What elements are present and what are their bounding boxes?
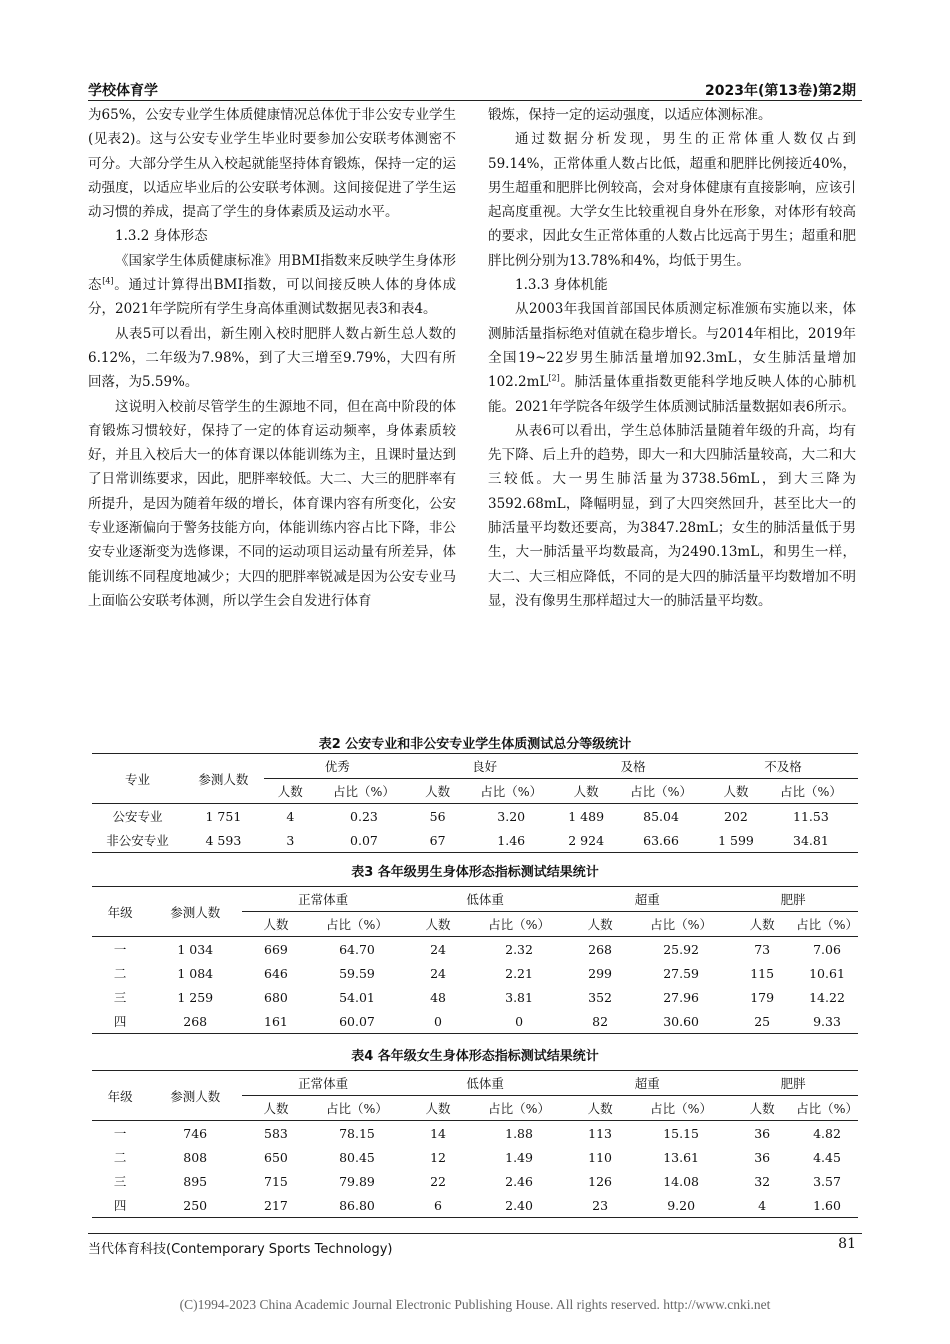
- table4-sub-pct: 占比（%）: [472, 1096, 566, 1121]
- table3-group-header: 低体重: [404, 887, 566, 912]
- table-cell: 30.60: [634, 1009, 728, 1034]
- table-cell: 4: [728, 1193, 796, 1218]
- table2-header-major: 专业: [92, 754, 183, 804]
- table-cell: 669: [264, 941, 288, 957]
- table-cell: 1 259: [177, 989, 214, 1005]
- table4-group-header: 肥胖: [728, 1071, 858, 1096]
- table-cell: 268: [588, 941, 613, 957]
- copyright-notice: (C)1994-2023 China Academic Journal Electronic Publishing House. All rights reserved. http://www.cnki.net: [179, 1297, 771, 1312]
- table3-sub-count: 人数: [242, 912, 310, 937]
- table-cell: 59.59: [339, 965, 375, 981]
- table-cell: 24: [430, 941, 446, 957]
- table-cell: 3.81: [505, 989, 533, 1005]
- body-paragraph: 《国家学生体质健康标准》用BMI指数来反映学生身体形态[4]。通过计算得出BMI指数，可以间接反映人体的身体成分，2021年学院所有学生身高体重测试数据见表3和表4。: [88, 252, 457, 318]
- table-cell: 161: [242, 1009, 310, 1034]
- table-cell: 2.46: [505, 1173, 533, 1189]
- table-cell: 3.20: [497, 808, 526, 824]
- table2-group-header: 不及格: [708, 754, 858, 779]
- left-column: [88, 103, 456, 613]
- table-cell: 48: [430, 989, 446, 1005]
- table3-header-total: 参测人数: [148, 887, 242, 937]
- table-cell: 0.07: [317, 828, 411, 853]
- table2-sub-count: 人数: [708, 779, 764, 804]
- table3-sub-count: 人数: [566, 912, 634, 937]
- table-cell: 非公安专业: [92, 828, 183, 853]
- table-cell: 63.66: [614, 828, 708, 853]
- table2-group-header: 良好: [411, 754, 558, 779]
- table-row: [92, 1193, 858, 1218]
- table-cell: 34.81: [764, 828, 858, 853]
- table-cell: 2 924: [558, 828, 614, 853]
- table-cell: 54.01: [339, 989, 375, 1005]
- table3-group-header: 正常体重: [242, 887, 404, 912]
- table-cell: 4.82: [813, 1125, 841, 1141]
- table-cell: 一: [113, 942, 127, 957]
- table-cell: 1.46: [464, 828, 558, 853]
- table-cell: 14: [430, 1125, 446, 1141]
- table-cell: 23: [566, 1193, 634, 1218]
- table3-sub-pct: 占比（%）: [472, 912, 566, 937]
- table2-sub-count: 人数: [264, 779, 317, 804]
- table-cell: 56: [429, 808, 446, 824]
- table-cell: 三: [113, 990, 127, 1005]
- table3: [92, 886, 858, 1034]
- table4-header-total: 参测人数: [148, 1071, 242, 1121]
- table-cell: 32: [754, 1173, 771, 1189]
- table-cell: 11.53: [793, 808, 829, 824]
- table-cell: 0: [404, 1009, 472, 1034]
- table4-group-header: 超重: [566, 1071, 728, 1096]
- table-cell: 二: [113, 1150, 127, 1165]
- table4-sub-pct: 占比（%）: [310, 1096, 404, 1121]
- table4-group-header: 低体重: [404, 1071, 566, 1096]
- table3-group-header: 超重: [566, 887, 728, 912]
- table4-sub-count: 人数: [566, 1096, 634, 1121]
- table2-sub-pct: 占比（%）: [764, 779, 858, 804]
- table2-group-header: 及格: [558, 754, 708, 779]
- right-column: [488, 103, 856, 613]
- table-cell: 22: [430, 1173, 446, 1189]
- table-cell: 79.89: [339, 1173, 375, 1189]
- table2-caption: 表2 公安专业和非公安专业学生体质测试总分等级统计: [318, 737, 632, 752]
- page-number: 81: [838, 1236, 856, 1252]
- table4-header-grade: 年级: [92, 1071, 148, 1121]
- table-cell: 0.23: [350, 808, 378, 824]
- table-cell: 二: [113, 966, 127, 981]
- table-cell: 2.40: [472, 1193, 566, 1218]
- table-cell: 808: [183, 1149, 208, 1165]
- table-cell: 715: [264, 1173, 288, 1189]
- table3-sub-count: 人数: [728, 912, 796, 937]
- table-cell: 一: [113, 1126, 127, 1141]
- table-cell: 67: [411, 828, 464, 853]
- body-paragraph: 从表6可以看出，学生总体肺活量随着年级的升高，均有先下降、后上升的趋势，即大一和大四肺活量较高，大二和大三较低。大一男生肺活量为3738.56mL，到大三降为3592.68mL，降幅明显，到了大四突然回升，甚至比大一的肺活量平均数还要高，为3847.28mL；女生的肺活量低于男生，大一肺活量平均数最高，为2490.13mL，和男生一样，大二、大三相应降低，不同的是大四的肺活量平均数增加不明显，没有像男生那样超过大一的肺活量平均数。: [488, 422, 856, 609]
- table3-caption: 表3 各年级男生身体形态指标测试结果统计: [351, 865, 599, 880]
- table-cell: 1.88: [505, 1125, 533, 1141]
- table-row: [92, 1121, 858, 1146]
- table-cell: 895: [183, 1173, 208, 1189]
- table-row: [92, 985, 858, 1009]
- table-cell: 7.06: [813, 941, 841, 957]
- table-cell: 4: [286, 808, 295, 824]
- table-cell: 680: [264, 989, 288, 1005]
- table-cell: 27.59: [663, 965, 700, 981]
- table-row: [92, 1145, 858, 1169]
- table-cell: 3: [264, 828, 317, 853]
- footer-rule: [88, 1233, 862, 1234]
- table-cell: 78.15: [339, 1125, 375, 1141]
- table2-group-header: 优秀: [264, 754, 411, 779]
- table-row: [92, 804, 858, 829]
- table-cell: 1 034: [177, 941, 214, 957]
- table4-sub-pct: 占比（%）: [634, 1096, 728, 1121]
- table-cell: 9.33: [796, 1009, 858, 1034]
- table2-sub-pct: 占比（%）: [614, 779, 708, 804]
- table3-sub-pct: 占比（%）: [310, 912, 404, 937]
- table-row: [92, 1009, 858, 1034]
- table4-group-header: 正常体重: [242, 1071, 404, 1096]
- table-row: [92, 1169, 858, 1193]
- table-cell: 179: [750, 989, 775, 1005]
- table-cell: 202: [724, 808, 748, 824]
- header-rule: [88, 100, 862, 101]
- table-cell: 10.61: [809, 965, 845, 981]
- journal-section-title: 学校体育学: [88, 83, 158, 99]
- table-cell: 27.96: [663, 989, 700, 1005]
- table-cell: 1 084: [177, 965, 214, 981]
- table-cell: 36: [754, 1125, 771, 1141]
- table-cell: 25: [728, 1009, 796, 1034]
- table3-group-header: 肥胖: [728, 887, 858, 912]
- table-cell: 15.15: [663, 1125, 700, 1141]
- table3-sub-pct: 占比（%）: [796, 912, 858, 937]
- body-paragraph: 1.3.3 身体机能: [515, 277, 608, 294]
- table-cell: 64.70: [339, 941, 375, 957]
- table-cell: 12: [430, 1149, 446, 1165]
- table-cell: 14.08: [663, 1173, 700, 1189]
- table-cell: 115: [750, 965, 775, 981]
- table-cell: 四: [92, 1193, 148, 1218]
- table-cell: 583: [264, 1125, 288, 1141]
- body-paragraph: 为65%，公安专业学生体质健康情况总体优于非公安专业学生(见表2)。这与公安专业学生毕业时要参加公安联考体测密不可分。大部分学生从入校起就能坚持体育锻炼，保持一定的运动强度，以适应毕业后的公安联考体测。这间接促进了学生运动习惯的养成，提高了学生的身体素质及运动水平。: [88, 107, 456, 221]
- table-row: [92, 937, 858, 962]
- table-cell: 2.32: [505, 941, 533, 957]
- body-paragraph: 通过数据分析发现，男生的正常体重人数仅占到59.14%，正常体重人数占比低，超重和肥胖比例接近40%，男生超重和肥胖比例较高，会对身体健康有直接影响，应该引起高度重视。大学女生比较重视自身外在形象，对体形有较高的要求，因此女生正常体重的人数占比远高于男生；超重和肥胖比例分别为13.78%和4%，均低于男生。: [488, 131, 856, 269]
- table-cell: 250: [148, 1193, 242, 1218]
- table4: [92, 1070, 858, 1218]
- table2-sub-count: 人数: [411, 779, 464, 804]
- table-cell: 1 751: [205, 808, 242, 824]
- table3-sub-count: 人数: [404, 912, 472, 937]
- table-cell: 公安专业: [112, 809, 163, 824]
- table-cell: 1.60: [796, 1193, 858, 1218]
- table4-sub-count: 人数: [728, 1096, 796, 1121]
- table-cell: 4.45: [813, 1149, 841, 1165]
- table2: [92, 753, 858, 853]
- table4-caption: 表4 各年级女生身体形态指标测试结果统计: [351, 1049, 599, 1064]
- table-cell: 646: [264, 965, 288, 981]
- table-cell: 217: [242, 1193, 310, 1218]
- table-cell: 268: [148, 1009, 242, 1034]
- table-cell: 24: [430, 965, 446, 981]
- body-paragraph: 从表5可以看出，新生刚入校时肥胖人数占新生总人数的6.12%，二年级为7.98%，到了大三增至9.79%，大四有所回落，为5.59%。: [88, 325, 456, 391]
- citation-ref: [2]: [548, 373, 560, 383]
- table-cell: 73: [754, 941, 771, 957]
- table-cell: 25.92: [663, 941, 700, 957]
- table-cell: 三: [113, 1174, 127, 1189]
- body-paragraph: 1.3.2 身体形态: [115, 228, 208, 245]
- table-cell: 1.49: [505, 1149, 533, 1165]
- table-cell: 2.21: [505, 965, 533, 981]
- body-paragraph: 从2003年我国首部国民体质测定标准颁布实施以来，体测肺活量指标绝对值就在稳步增长。与2014年相比，2019年全国19~22岁男生肺活量增加92.3mL，女生肺活量增加102.2mL[2]。肺活量体重指数更能科学地反映人体的心肺机能。2021年学院各年级学生体质测试肺活量数据如表6所示。: [488, 301, 856, 415]
- table4-sub-pct: 占比（%）: [796, 1096, 858, 1121]
- body-paragraph: 这说明入校前尽管学生的生源地不同，但在高中阶段的体育锻炼习惯较好，保持了一定的体育运动频率，身体素质较好，并且入校后大一的体育课以体能训练为主，且课时量达到了日常训练要求，因此，肥胖率较低。大二、大三的肥胖率有所提升，是因为随着年级的增长，体育课内容有所变化，公安专业逐渐偏向于警务技能方向，体能训练内容占比下降，非公安专业逐渐变为选修课，不同的运动项目运动量有所差异，体能训练不同程度地减少；大四的肥胖率锐减是因为公安专业马上面临公安联考体测，所以学生会自发进行体育: [88, 398, 456, 609]
- table-cell: 113: [588, 1125, 613, 1141]
- table4-sub-count: 人数: [242, 1096, 310, 1121]
- table2-sub-pct: 占比（%）: [464, 779, 558, 804]
- table-cell: 82: [566, 1009, 634, 1034]
- table-row: [92, 828, 858, 853]
- body-paragraph: 锻炼，保持一定的运动强度，以适应体测标准。: [488, 107, 772, 123]
- citation-ref: [4]: [102, 276, 114, 286]
- table2-header-total: 参测人数: [183, 754, 264, 804]
- table-cell: 四: [92, 1009, 148, 1034]
- table-cell: 36: [754, 1149, 771, 1165]
- table-cell: 14.22: [809, 989, 845, 1005]
- footer-journal: 当代体育科技(Contemporary Sports Technology): [88, 1242, 393, 1257]
- table-cell: 80.45: [339, 1149, 375, 1165]
- table-cell: 299: [588, 965, 613, 981]
- table-cell: 1 599: [708, 828, 764, 853]
- table-cell: 6: [404, 1193, 472, 1218]
- table2-sub-count: 人数: [558, 779, 614, 804]
- table2-sub-pct: 占比（%）: [317, 779, 411, 804]
- table4-sub-count: 人数: [404, 1096, 472, 1121]
- table-cell: 0: [472, 1009, 566, 1034]
- table-cell: 352: [588, 989, 613, 1005]
- table-row: [92, 961, 858, 985]
- table-cell: 650: [264, 1149, 288, 1165]
- table3-sub-pct: 占比（%）: [634, 912, 728, 937]
- table-cell: 746: [183, 1125, 208, 1141]
- table3-header-grade: 年级: [92, 887, 148, 937]
- table-cell: 126: [588, 1173, 613, 1189]
- table-cell: 110: [588, 1149, 613, 1165]
- table-cell: 85.04: [643, 808, 679, 824]
- table-cell: 3.57: [813, 1173, 841, 1189]
- table-cell: 13.61: [663, 1149, 700, 1165]
- table-cell: 4 593: [183, 828, 264, 853]
- table-cell: 86.80: [310, 1193, 404, 1218]
- table-cell: 60.07: [310, 1009, 404, 1034]
- table-cell: 9.20: [634, 1193, 728, 1218]
- table-cell: 1 489: [568, 808, 605, 824]
- issue-label: 2023年(第13卷)第2期: [705, 83, 856, 99]
